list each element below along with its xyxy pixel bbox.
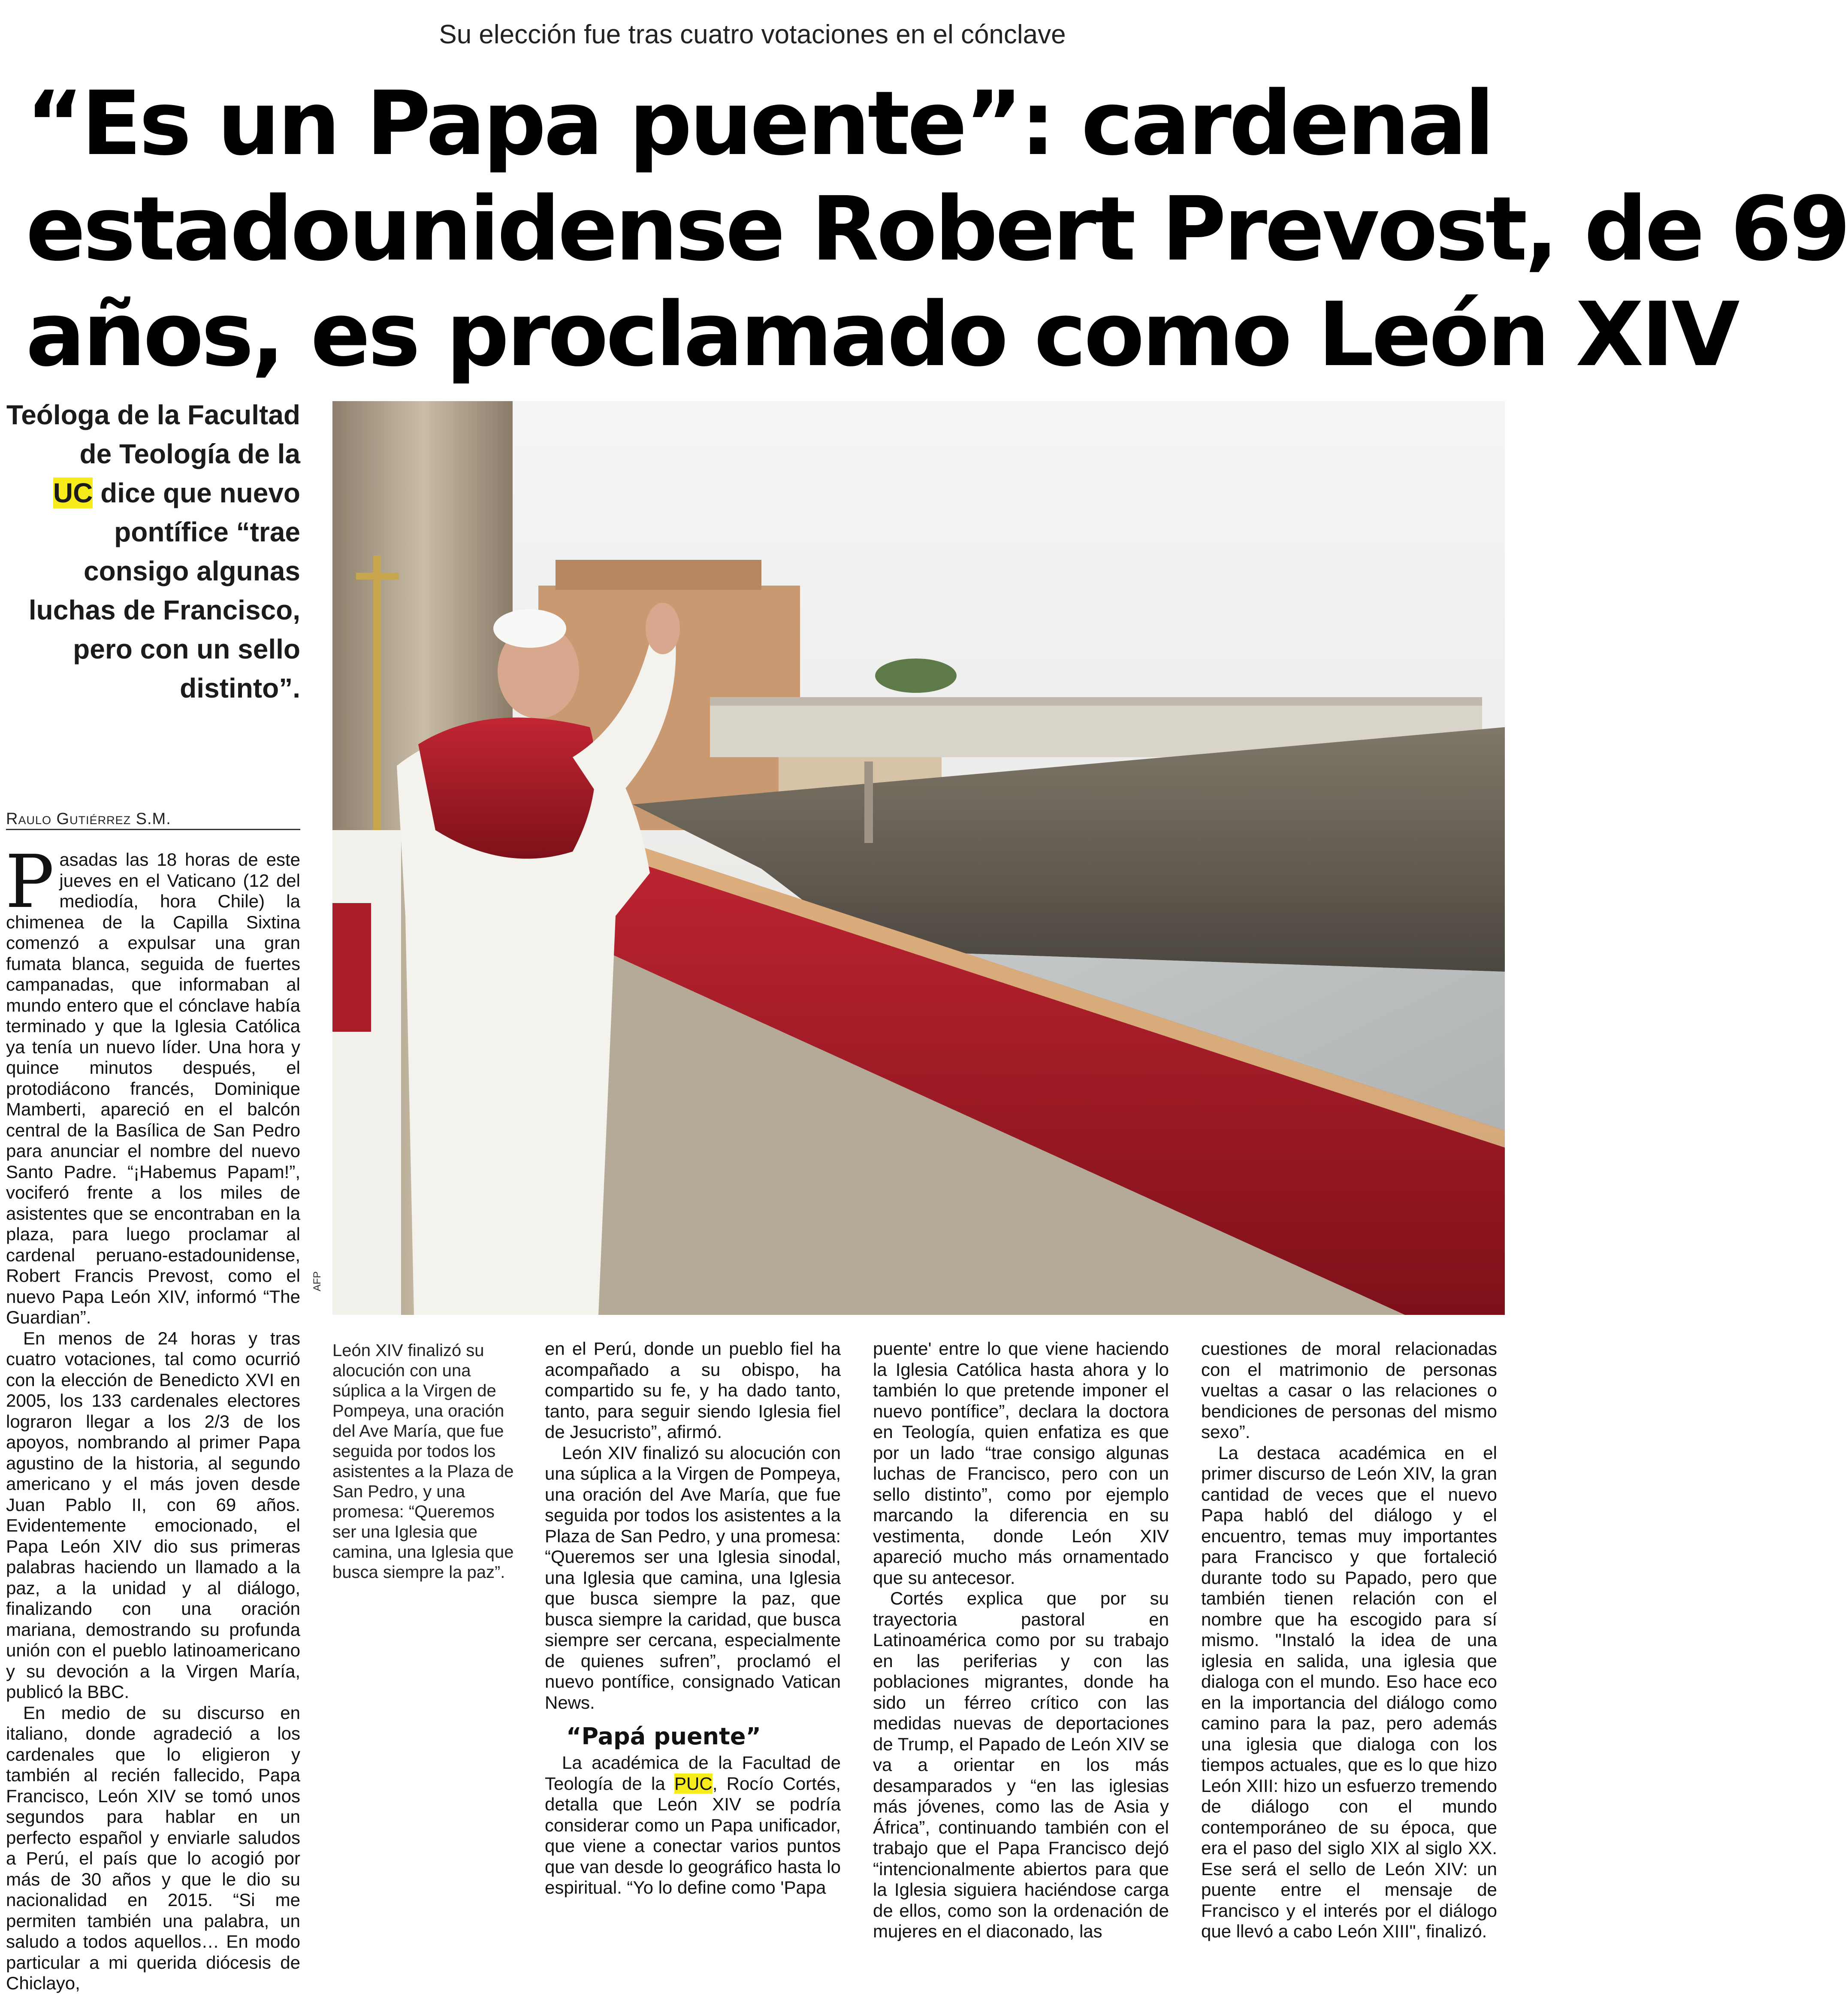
deck-line: pontífice “trae [114, 517, 300, 547]
deck-line-rest: dice que nuevo [93, 477, 300, 508]
drop-cap: P [5, 840, 54, 924]
processional-cross-bar [356, 573, 399, 580]
deck-highlight: UC [53, 477, 93, 508]
paragraph-text: asadas las 18 horas de este jueves en el Vaticano (12 del mediodía, hora Chile) la chimenea de la Capilla Sixtina comenzó a expulsar una gran fumata blanca, seguida de fuertes campanadas, que informaban al mundo entero que el cónclave había terminado y que la Iglesia Católica ya tenía un nuevo líder. Una hora y quince minutos después, el protodiácono francés, Dominique Mamberti, apareció en el balcón central de la Basílica de San Pedro para anunciar el nombre del nuevo Santo Padre. “¡Habemus Papam!”, vociferó frente a los miles de asistentes que se encontraban en la plaza, para luego proclamar al cardenal peruano-estadounidense, Robert Francis Prevost, como el nuevo Papa León XIV, informó “The Guardian”. [6, 849, 300, 1327]
byline: Raulo Gutiérrez S.M. [6, 810, 171, 828]
paragraph [545, 1752, 841, 1898]
colonnade-top [710, 697, 1482, 706]
zucchetto [493, 609, 566, 648]
attendant-red [332, 903, 371, 1032]
trees [875, 659, 957, 693]
article-column-3 [873, 1338, 1169, 1942]
paragraph: En menos de 24 horas y tras cuatro votaciones, tal como ocurrió con la elección de Benedicto XVI en 2005, los 133 cardenales electores lograron llegar a los 2/3 de los apoyos, nombrando al primer Papa agustino de la historia, al segundo americano y el más joven desde Juan Pablo II, con 69 años. Evidentemente emocionado, el Papa León XIV dio sus primeras palabras haciendo un llamado a la paz, a la unidad y al diálogo, finalizando con una oración mariana, demostrando su profunda unión con el pueblo latinoamericano y su devoción a la Virgen María, publicó la BBC. [6, 1328, 300, 1702]
headline-line: estadounidense Robert Prevost, de 69 [26, 178, 1848, 281]
paragraph-text: La académica de la Facultad de Teología de la [545, 1752, 841, 1794]
paragraph: León XIV finalizó su alocución con una súplica a la Virgen de Pompeya, una oración del Ave María, que fue seguida por todos los asistentes a la Plaza de San Pedro, y una promesa: “Queremos ser una Iglesia sinodal, una Iglesia que camina, una Iglesia que busca siempre la paz, que busca siempre la caridad, que busca siempre ser cercana, especialmente de quienes sufren”, proclamó el nuevo pontífice, consignado Vatican News. [545, 1442, 841, 1713]
palace-roof [556, 560, 761, 590]
paragraph: En medio de su discurso en italiano, donde agradeció a los cardenales que lo eligieron y también al recién fallecido, Papa Francisco, León XIV se tomó unos segundos para hablar en un perfecto español y enviarle saludos a Perú, el país que lo acogió por más de 30 años y que le dio su nacionalidad en 2015. “Si me permiten también una palabra, un saludo a todos aquellos… En modo particular a mi querida diócesis de Chiclayo, [6, 1702, 300, 1993]
deck-line: luchas de Francisco, [28, 595, 300, 625]
deck-line: distinto”. [180, 673, 300, 704]
article-column-4 [1201, 1338, 1497, 1942]
headline-line: años, es proclamado como León XIV [26, 283, 1737, 386]
photo-credit: AFP [311, 1271, 323, 1291]
pope-hand [646, 603, 680, 654]
paragraph: puente' entre lo que viene haciendo la Iglesia Católica hasta ahora y lo también lo que pretende imponer el nuevo pontífice”, declara la doctora en Teología, quien enfatiza es que por un lado “trae consigo algunas luchas de Francisco, pero con un sello distinto”, como por ejemplo marcando la diferencia en su vestimenta, donde León XIV apareció mucho más ornamentado que su antecesor. [873, 1338, 1169, 1588]
headline-line: “Es un Papa puente”: cardenal [26, 72, 1492, 175]
deck-line: de Teología de la [79, 438, 300, 469]
obelisk [864, 761, 873, 843]
deck-line: consigo algunas [84, 556, 300, 586]
paragraph: Cortés explica que por su trayectoria pastoral en Latinoamérica como por su trabajo en las periferias y con las poblaciones migrantes, donde ha sido un férreo crítico con las medidas nuevas de deportaciones de Trump, el Papado de León XIV se va a orientar en los más desamparados y “en las iglesias más jóvenes, como las de Asia y África”, continuando también con el trabajo que el Papa Francisco dejó “intencionalmente abiertos para que la Iglesia siguiera haciéndose carga de ellos, como son la ordenación de mujeres en el diaconado, las [873, 1588, 1169, 1941]
paragraph-text: , Rocío Cortés, detalla que León XIV se podría considerar como un Papa unificador, que viene a conectar varios puntos que van desde lo geográfico hasta lo espiritual. “Yo lo define como 'Papa [545, 1773, 841, 1897]
deck-line: Teóloga de la Facultad [6, 399, 300, 430]
kicker: Su elección fue tras cuatro votaciones en el cónclave [439, 20, 1066, 49]
photo-caption: León XIV finalizó su alocución con una súplica a la Virgen de Pompeya, una oración del Ave María, que fue seguida por todos los asistentes a la Plaza de San Pedro, y una promesa: “Queremos ser una Iglesia que camina, una Iglesia que busca siempre la paz”. [332, 1341, 514, 1582]
byline-rule [6, 829, 300, 830]
highlight-puc: PUC [674, 1773, 713, 1794]
paragraph: La destaca académica en el primer discurso de León XIV, la gran cantidad de veces que el nuevo Papa habló del diálogo y el encuentro, temas muy importantes para Francisco y que fortaleció durante todo su Papado, pero que también tienen relación con el nombre que ha escogido para sí mismo. "Instaló la idea de una iglesia en salida, una iglesia que dialoga con el mundo. Eso hace eco en la importancia del diálogo como camino para la paz, pero además una iglesia que dialoga con los tiempos actuales, que es lo que hizo León XIII: hizo un esfuerzo tremendo de diálogo con el mundo contemporáneo de su época, que era el paso del siglo XIX al siglo XX. Ese será el sello de León XIV: un puente entre el mensaje de Francisco y el interés por el diálogo que llevó a cabo León XIII", finalizó. [1201, 1442, 1497, 1941]
photo-illustration [332, 401, 1505, 1315]
attendant [332, 830, 401, 1315]
photo-pope-balcony [332, 401, 1505, 1315]
deck-line: pero con un sello [73, 634, 300, 665]
headline [26, 71, 1848, 387]
paragraph: en el Perú, donde un pueblo fiel ha acompañado a su obispo, ha compartido su fe, y ha dado tanto, tanto, para seguir siendo Iglesia fiel de Jesucristo”, afirmó. [545, 1338, 841, 1442]
subhead: “Papá puente” [566, 1723, 761, 1750]
paragraph [5, 840, 300, 1328]
paragraph: cuestiones de moral relacionadas con el matrimonio de personas vueltas a casar o las relaciones o bendiciones de personas del mismo sexo”. [1201, 1338, 1497, 1442]
article-column-2 [545, 1338, 841, 1898]
deck [0, 396, 300, 708]
article-column-1 [5, 840, 300, 1994]
deck-line [0, 474, 300, 513]
